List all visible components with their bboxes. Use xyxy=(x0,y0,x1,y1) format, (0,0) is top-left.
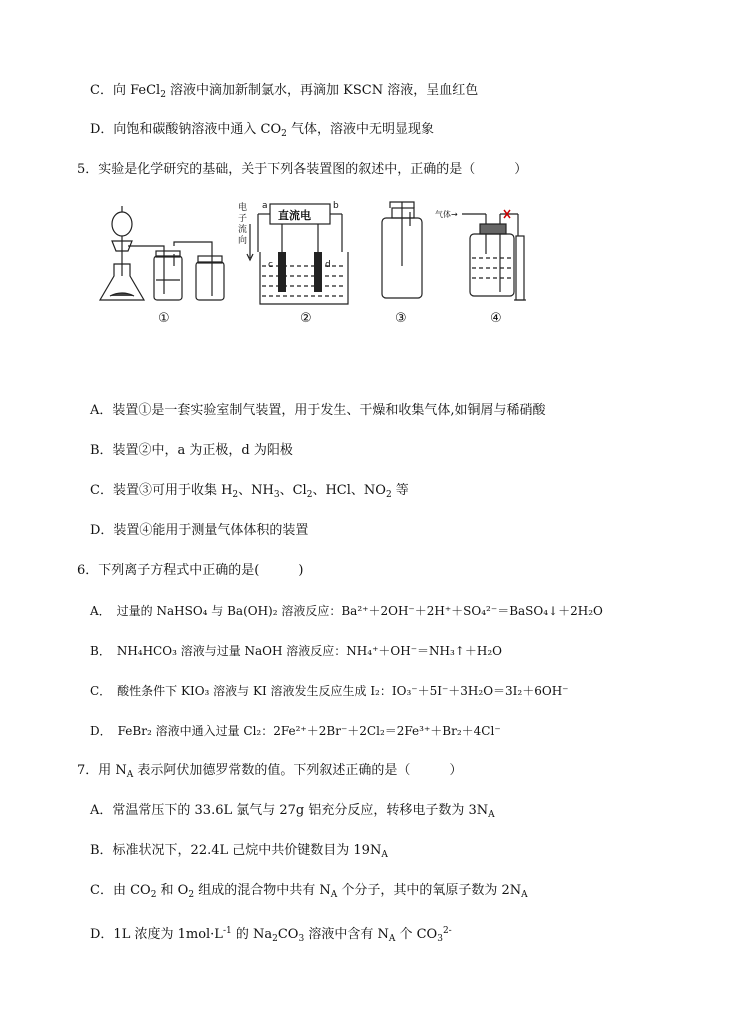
q6-option-c: C． 酸性条件下 KIO₃ 溶液与 KI 溶液发生反应生成 I₂：IO₃⁻＋5I⁻＋3H₂O＝3I₂＋6OH⁻ xyxy=(90,684,569,698)
electron-flow-1: 电 xyxy=(238,203,248,213)
apparatus-figure xyxy=(92,196,532,346)
q6-stem: 6．下列离子方程式中正确的是( ) xyxy=(77,563,304,578)
label-2: ② xyxy=(300,311,312,326)
q5-option-c: C．装置③可用于收集 $H_2$、$NH_3$、$Cl_2$、HCl、$NO_2$ 等 xyxy=(90,483,409,500)
dc-label: 直流电 xyxy=(278,209,311,222)
q5-option-d: D．装置④能用于测量气体体积的装置 xyxy=(90,523,309,538)
electron-flow-2: 子 xyxy=(238,214,248,224)
q7-stem: 7．用 $N_A$ 表示阿伏加德罗常数的值。下列叙述正确的是（ ） xyxy=(77,763,463,780)
q6-option-a: A． 过量的 NaHSO₄ 与 Ba(OH)₂ 溶液反应：Ba²⁺＋2OH⁻＋2H⁺＋SO₄²⁻＝BaSO₄↓＋2H₂O xyxy=(90,604,603,618)
label-1: ① xyxy=(158,311,170,326)
electron-flow-3: 流 xyxy=(238,225,248,235)
label-4: ④ xyxy=(490,311,502,326)
electrode-d-label: d xyxy=(325,260,331,270)
q7-option-a: A．常温常压下的 33.6L 氯气与 27g 铝充分反应，转移电子数为 $3N_A$ xyxy=(90,803,495,820)
q7-option-b: B．标准状况下，22.4L 己烷中共价键数目为 $19N_A$ xyxy=(90,843,388,860)
electron-flow-4: 向 xyxy=(238,236,248,246)
gas-label: 气体→ xyxy=(435,210,458,219)
apparatus-3 xyxy=(382,202,422,298)
terminal-b: b xyxy=(333,201,339,211)
electrode-d xyxy=(314,252,322,292)
q6-option-b: B． NH₄HCO₃ 溶液与过量 NaOH 溶液反应：NH₄⁺＋OH⁻＝NH₃↑＋H₂O xyxy=(90,644,502,658)
q4-option-c: C．向 FeCl$_2$ 溶液中滴加新制氯水，再滴加 KSCN 溶液，呈血红色 xyxy=(90,83,479,100)
label-3: ③ xyxy=(395,311,407,326)
q5-option-b: B．装置②中，a 为正极，d 为阳极 xyxy=(90,443,293,458)
apparatus-1 xyxy=(100,206,224,300)
electrode-c xyxy=(278,252,286,292)
q4-option-d: D．向饱和碳酸钠溶液中通入 $CO_2$ 气体，溶液中无明显现象 xyxy=(90,122,435,139)
terminal-a: a xyxy=(262,201,268,211)
q7-option-d: D．1L 浓度为 $1mol\cdot L^{-1}$ 的 $Na_2CO_3$ 溶液中含有 $N_A$ 个 $CO_3^{2-}$ xyxy=(90,926,452,944)
q5-option-a: A．装置①是一套实验室制气装置，用于发生、干燥和收集气体,如铜屑与稀硝酸 xyxy=(90,403,546,418)
q6-option-d: D． FeBr₂ 溶液中通入过量 Cl₂：2Fe²⁺＋2Br⁻＋2Cl₂＝2Fe³⁺＋Br₂＋4Cl⁻ xyxy=(90,724,501,738)
q7-option-c: C．由 $CO_2$ 和 $O_2$ 组成的混合物中共有 $N_A$ 个分子，其中的氧原子数为 $2N_A$ xyxy=(90,883,528,900)
electrode-c-label: c xyxy=(268,260,273,270)
apparatus-4 xyxy=(462,214,526,300)
q5-stem: 5．实验是化学研究的基础，关于下列各装置图的叙述中，正确的是（ ） xyxy=(77,162,528,177)
